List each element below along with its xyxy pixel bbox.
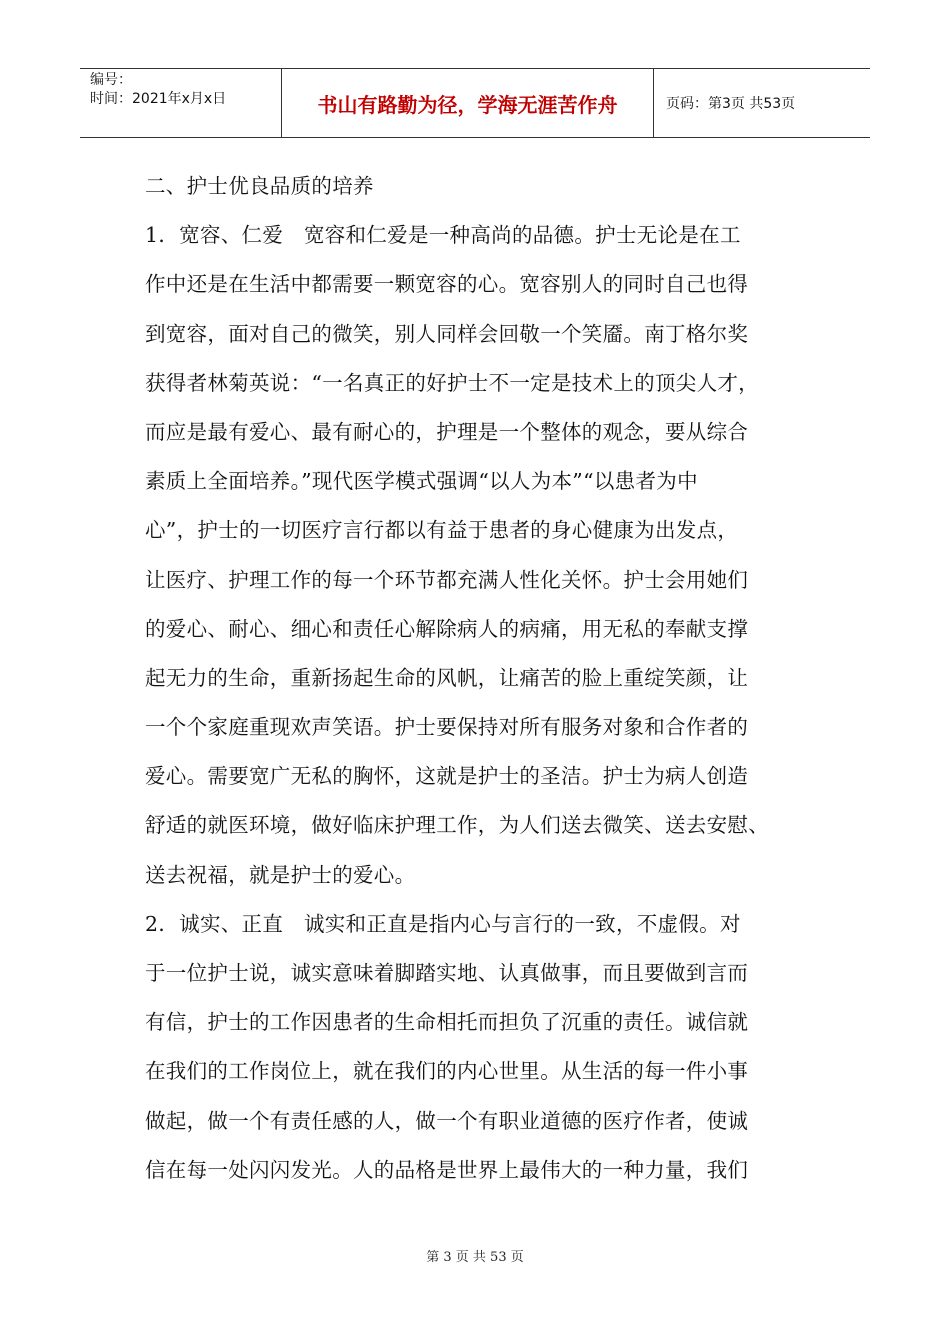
number-label: 编号：: [90, 72, 132, 88]
body-line: 素质上全面培养。”现代医学模式强调“以人为本”“以患者为中: [145, 469, 698, 494]
page-header: [80, 68, 870, 138]
document-body: [145, 162, 825, 1195]
body-line: 1．宽容、仁爱 宽容和仁爱是一种高尚的品德。护士无论是在工: [145, 223, 741, 248]
page-footer: 第 3 页 共 53 页: [426, 1250, 524, 1265]
date-label: 时间：2021年x月x日: [90, 91, 227, 107]
body-line: 2．诚实、正直 诚实和正直是指内心与言行的一致，不虚假。对: [145, 911, 741, 936]
body-line: 让医疗、护理工作的每一个环节都充满人性化关怀。护士会用她们: [145, 567, 749, 592]
body-line: 舒适的就医环境，做好临床护理工作，为人们送去微笑、送去安慰、: [145, 813, 769, 838]
body-line: 的爱心、耐心、细心和责任心解除病人的病痛，用无私的奉献支撑: [145, 616, 749, 641]
header-page-info: 页码：第3页 共53页: [666, 96, 796, 112]
body-line: 作中还是在生活中都需要一颗宽容的心。宽容别人的同时自己也得: [145, 272, 749, 297]
body-line: 信在每一处闪闪发光。人的品格是世界上最伟大的一种力量，我们: [145, 1157, 749, 1182]
body-line: 到宽容，面对自己的微笑，别人同样会回敬一个笑靥。南丁格尔奖: [145, 321, 749, 346]
body-line: 一个个家庭重现欢声笑语。护士要保持对所有服务对象和合作者的: [145, 715, 749, 740]
body-line: 在我们的工作岗位上，就在我们的内心世里。从生活的每一件小事: [145, 1059, 749, 1084]
section-heading: 二、护士优良品质的培养: [145, 174, 374, 198]
body-line: 送去祝福，就是护士的爱心。: [145, 862, 416, 887]
body-line: 做起，做一个有责任感的人，做一个有职业道德的医疗作者，使诚: [145, 1108, 749, 1133]
body-line: 有信，护士的工作因患者的生命相托而担负了沉重的责任。诚信就: [145, 1010, 749, 1035]
body-line: 起无力的生命，重新扬起生命的风帆，让痛苦的脸上重绽笑颜，让: [145, 665, 749, 690]
body-line: 获得者林菊英说：“一名真正的好护士不一定是技术上的顶尖人才，: [145, 370, 759, 395]
body-line: 爱心。需要宽广无私的胸怀，这就是护士的圣洁。护士为病人创造: [145, 764, 749, 789]
body-line: 心”，护士的一切医疗言行都以有益于患者的身心健康为出发点，: [145, 518, 739, 543]
header-motto: 书山有路勤为径，学海无涯苦作舟: [282, 69, 654, 137]
header-meta: [80, 69, 282, 137]
body-line: 于一位护士说，诚实意味着脚踏实地、认真做事，而且要做到言而: [145, 961, 749, 985]
body-line: 而应是最有爱心、最有耐心的，护理是一个整体的观念，要从综合: [145, 419, 749, 444]
